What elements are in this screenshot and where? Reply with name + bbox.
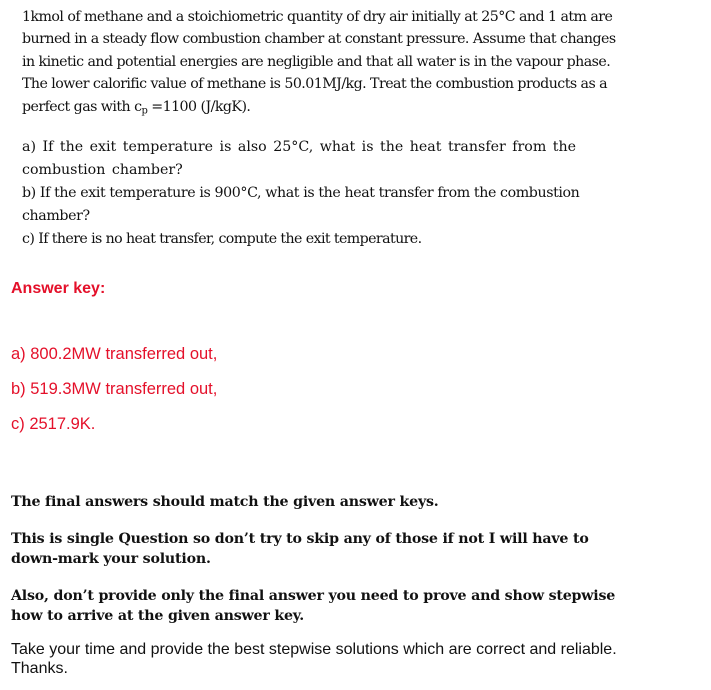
problem-statement bbox=[22, 6, 632, 123]
question-a: a) If the exit temperature is also 25°C, what is the heat transfer from the combustion chamber? bbox=[22, 139, 577, 178]
problem-paragraph bbox=[22, 6, 632, 123]
instruction-single-question: This is single Question so don’t try to skip any of those if not I will have to down-mark your solution. bbox=[11, 531, 589, 567]
instruction-match-answers: The final answers should match the given answer keys. bbox=[11, 494, 439, 510]
question-c: c) If there is no heat transfer, compute the exit temperature. bbox=[22, 231, 422, 247]
problem-text-end: =1100 (J/kgK). bbox=[147, 98, 251, 115]
answer-c: c) 2517.9K. bbox=[11, 415, 96, 433]
problem-text: 1kmol of methane and a stoichiometric quantity of dry air initially at 25°C and 1 atm are burned in a steady flow combustion chamber at constant pressure. Assume that changes in kinetic and potential energies are negligible and that all water is in the vapour phase. The lower calorific value of methane is 50.01MJ/kg. Treat the combustion products as a perfect gas with c bbox=[22, 9, 616, 115]
answer-a: a) 800.2MW transferred out, bbox=[11, 345, 218, 363]
instruction-show-steps: Also, don’t provide only the final answer you need to prove and show stepwise how to arrive at the given answer key. bbox=[11, 588, 616, 624]
closing-note: Take your time and provide the best stepwise solutions which are correct and reliable. Thanks. bbox=[11, 641, 617, 677]
cp-subscript: p bbox=[141, 105, 148, 117]
question-b: b) If the exit temperature is 900°C, what is the heat transfer from the combustion chamber? bbox=[22, 185, 580, 224]
answer-key-heading: Answer key: bbox=[11, 280, 106, 297]
question-list bbox=[22, 136, 632, 251]
answer-b: b) 519.3MW transferred out, bbox=[11, 380, 218, 398]
answer-key-list bbox=[11, 342, 217, 447]
